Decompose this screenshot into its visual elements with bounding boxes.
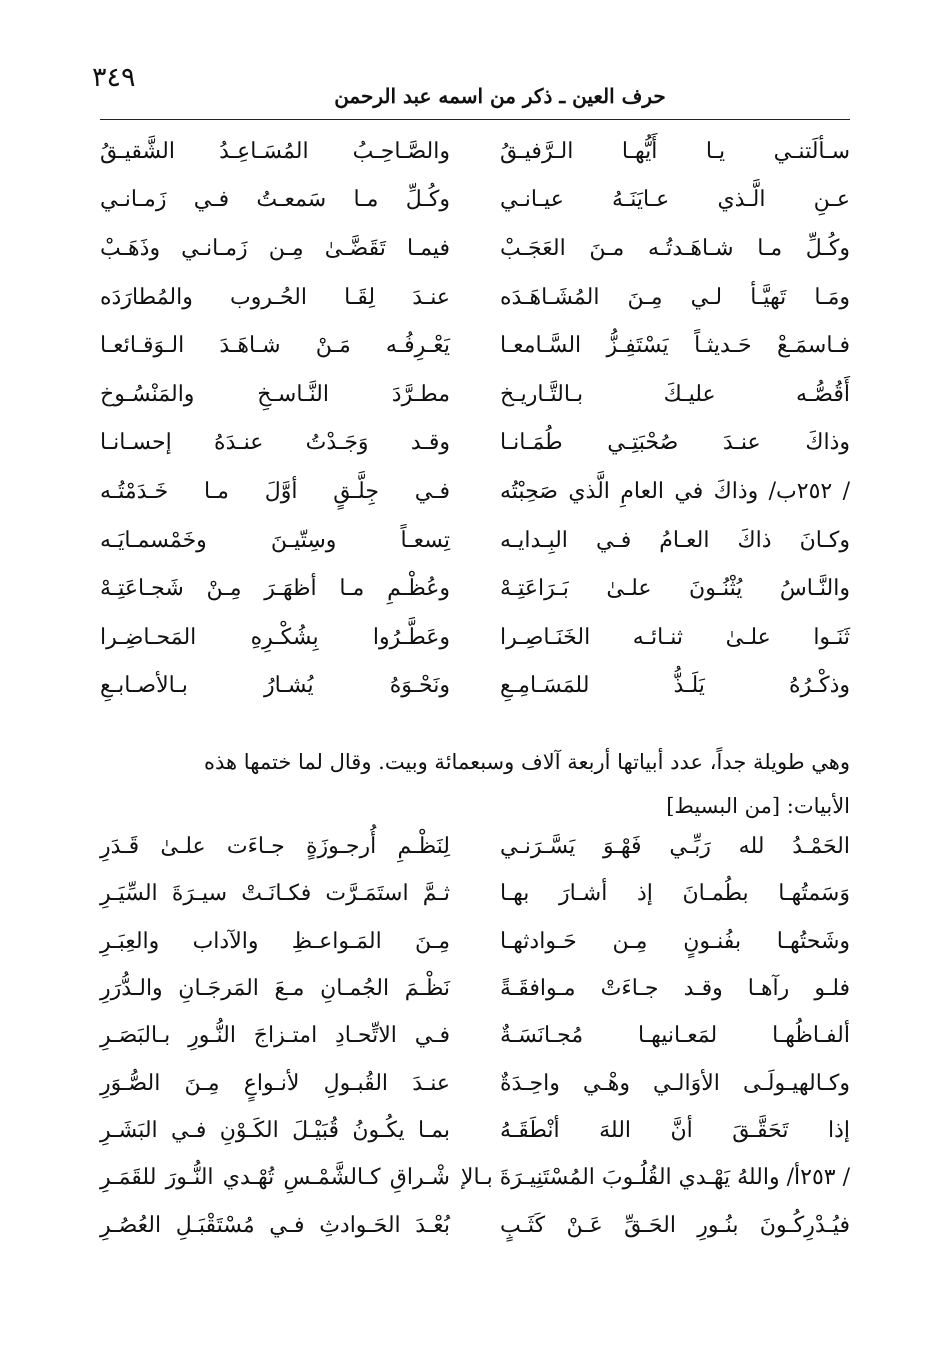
left-hemistich: عنـدَ لِقَـا الحُـروب والمُطارَدَه (100, 284, 450, 310)
right-hemistich: وذكْـرُهُ يَلَـذُّ للمَسَـامِـعِ (500, 673, 850, 699)
right-hemistich: / ٢٥٣أ/ واللهُ يَهْـدي القُلُـوبَ المُسْتَنِيـرَةَ بـالإ (460, 1165, 850, 1191)
right-hemistich: والنَّـاسُ يُثْنُـونَ علـىٰ بَـرَاعَتِـهْ (500, 576, 850, 602)
verse-line (100, 564, 850, 613)
left-hemistich: مِـنَ المَـواعـظِ والآداب والعِبَـرِ (100, 928, 450, 954)
left-hemistich: وكُـلِّ مـا سَمعـتُ فـي زَمـانـي (100, 187, 450, 213)
verse-line (100, 1012, 850, 1059)
prose-line: الأبيات: [من البسيط] (666, 794, 850, 818)
verse-line (100, 467, 850, 516)
verse-line (100, 870, 850, 917)
verse-line (100, 370, 850, 419)
right-hemistich: فـاسمَـعْ حَـديثـاً يَسْتَفِـزُّ السَّـامعـا (500, 333, 850, 359)
verse-line (100, 273, 850, 322)
right-hemistich: عـنِ الَّـذي عـايَنَـهُ عيـانـي (500, 187, 850, 213)
left-hemistich: تِسعـاً وسِتّيـنَ وخَمْسمـايَـه (100, 527, 450, 553)
verse-line (100, 1059, 850, 1106)
left-hemistich: يَعْـرِفُـه مَـنْ شـاهَـدَ الـوَقـائعـا (100, 333, 450, 359)
right-hemistich: وَسَمتُهـا بطُمـانَ إذ أشـارَ بهـا (500, 881, 850, 907)
right-hemistich: الحَمْـدُ لله رَبِّـي فَهْـوَ يَسَّـرَنـي (500, 834, 850, 860)
left-hemistich: بمـا يكُـونُ قُبَيْـلَ الكَـوْنِ فـي البَشَـرِ (100, 1117, 450, 1143)
left-hemistich: فـي الاتِّحـادِ امتـزاجَ النُّـورِ بـالبَصَـرِ (100, 1023, 450, 1049)
verse-line (100, 1107, 850, 1154)
left-hemistich: بُعْـدَ الحَـوادثِ فـي مُسْتَقْبَـلِ العُصُـرِ (100, 1212, 450, 1238)
left-hemistich: شْـراقِ كـالشَّمْـسِ تُهْـدي النُّـورَ للقَمَـرِ (100, 1165, 450, 1191)
left-hemistich: ونَحْـوَهُ يُشـارُ بـالأصـابـعِ (100, 673, 450, 699)
running-head: حرف العين ـ ذكر من اسمه عبد الرحمن (334, 84, 666, 108)
right-hemistich: وكـانَ ذاكَ العـامُ فـي البِـدايـه (500, 527, 850, 553)
right-hemistich: أَقُصُّـه عليـكَ بـالتَّـاريـخ (500, 381, 850, 407)
verse-line (100, 419, 850, 468)
right-hemistich: وكـالهيـولَـى الأوَالـي وهْـي واحِـدَةٌ (500, 1070, 850, 1096)
right-hemistich: ثَنَـوا علـىٰ ثنـائـه الخَنَـاصِـرا (500, 624, 850, 650)
verse-line (100, 823, 850, 870)
verse-line (100, 662, 850, 711)
header-rule (100, 119, 850, 120)
prose-paragraph (100, 740, 850, 828)
right-hemistich: فلـو رآهـا وقـد جـاءَتْ مـوافقَـةً (500, 976, 850, 1002)
left-hemistich: ثـمَّ استَمَـرَّت فكـانَـتْ سيـرَةَ السِّيَـرِ (100, 881, 450, 907)
verse-line (100, 1201, 850, 1248)
verse-line (100, 516, 850, 565)
right-hemistich: / ٢٥٢ب/ وذاكَ في العامِ الَّذي صَحِبْتُه (500, 478, 850, 504)
poem-rajaz (100, 127, 850, 710)
verse-line (100, 965, 850, 1012)
right-hemistich: سـألَتنـي يـا أَيُّهـا الـرَّفيـقُ (500, 138, 850, 164)
right-hemistich: وشَحتُهـا بفُنـونٍ مِـن حَـوادثهـا (500, 928, 850, 954)
left-hemistich: عنـدَ القُبـولِ لأنـواعٍ مِـنَ الصُّـوَرِ (100, 1070, 450, 1096)
page-number: ٣٤٩ (92, 62, 136, 93)
verse-line (100, 321, 850, 370)
right-hemistich: وكُـلِّ مـا شـاهَـدتُـه مـنَ العَجَـبْ (500, 235, 850, 261)
prose-line: وهي طويلة جداً، عدد أبياتها أربعة آلاف وسبعمائة وبيت. وقال لما ختمها هذه (204, 750, 850, 774)
left-hemistich: لِنَظْـمِ أُرجـوزَةٍ جـاءَت علـىٰ قَـدَرِ (100, 834, 450, 860)
left-hemistich: وقـد وَجَـدْتُ عنـدَهُ إحسـانـا (100, 430, 450, 456)
verse-line (100, 613, 850, 662)
left-hemistich: مطـرَّدَ النَّـاسـخِ والمَنْسُـوخ (100, 381, 450, 407)
poem-basit (100, 823, 850, 1249)
verse-line (100, 918, 850, 965)
right-hemistich: فيُـدْرِكُـونَ بنُـورِ الحَـقِّ عَـنْ كَثَـبٍ (500, 1212, 850, 1238)
left-hemistich: نَظْـمَ الجُمـانِ مـعَ المَرجَـانِ والـدُّرَرِ (100, 976, 450, 1002)
verse-line (100, 224, 850, 273)
right-hemistich: وذاكَ عنـدَ صُحْبَتِـي طُمَـانـا (500, 430, 850, 456)
left-hemistich: والصَّـاحِـبُ المُسَـاعِـدُ الشَّقيـقُ (100, 138, 450, 164)
verse-line (100, 127, 850, 176)
right-hemistich: ألفـاظُهـا لمَعـانيهـا مُجـانَسَـةٌ (500, 1023, 850, 1049)
verse-line (100, 176, 850, 225)
left-hemistich: فـي جِلَّـقٍ أوَّلَ مـا خَـدَمْتُـه (100, 478, 450, 504)
left-hemistich: فيمـا تَقَضَّـىٰ مِـن زَمـانـي وذَهَـبْ (100, 235, 450, 261)
right-hemistich: إذا تَحَقَّـقَ أنَّ اللهَ أنْطَقَـهُ (500, 1117, 850, 1143)
left-hemistich: وعُظْـمِ مـا أظهَـرَ مِـنْ شَجـاعَتِـهْ (100, 576, 450, 602)
verse-line (100, 1154, 850, 1201)
right-hemistich: ومَـا تَهيَّـأ لـي مِـنَ المُشَـاهَـدَه (500, 284, 850, 310)
left-hemistich: وعَطَّـرُوا بِشُكْـرِهِ المَحـاضِـرا (100, 624, 450, 650)
